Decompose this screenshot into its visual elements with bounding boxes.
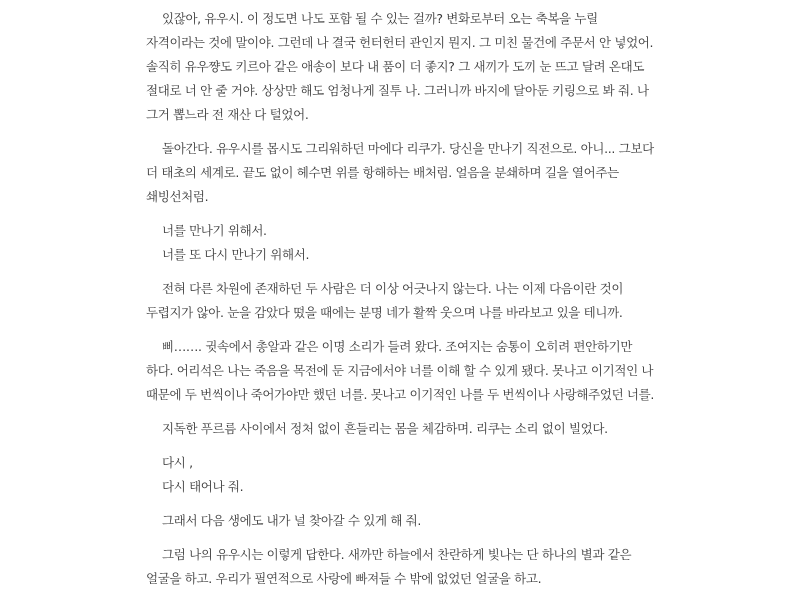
paragraph: 돌아간다. 유우시를 몹시도 그리워하던 마에다 리쿠가. 당신을 만나기 직전으로. 아니... 그보다 더 태초의 세계로. 끝도 없이 헤수면 위를 항해하는 배처럼. 얼음을 분쇄하며 길을 열어주는 쇄빙선처럼. bbox=[146, 141, 654, 204]
paragraph-line: 너를 만나기 위해서. bbox=[162, 223, 267, 238]
paragraph-group bbox=[146, 451, 660, 499]
paragraph-line: 다시 태어나 줘. bbox=[162, 479, 244, 494]
paragraph-line: 다시 , bbox=[162, 455, 193, 470]
paragraph-line: 너를 또 다시 만나기 위해서. bbox=[162, 247, 310, 262]
paragraph: 그럼 나의 유우시는 이렇게 답한다. 새까만 하늘에서 찬란하게 빛나는 단 하나의 별과 같은 얼굴을 하고. 우리가 필연적으로 사랑에 빠져들 수 밖에 없었던 얼굴을 하고. bbox=[146, 547, 632, 586]
paragraph: 삐……. 귓속에서 총알과 같은 이명 소리가 들려 왔다. 조여지는 숨통이 오히려 편안하기만 하다. 어리석은 나는 죽음을 목전에 둔 지금에서야 너를 이해 할 수 있게 됐다. 못나고 이기적인 나 때문에 두 번씩이나 죽어가야만 했던 너를. 못나고 이기적인 나를 두 번씩이나 사랑해주었던 너를. bbox=[146, 339, 655, 402]
article-body bbox=[146, 7, 660, 601]
paragraph: 전혀 다른 차원에 존재하던 두 사람은 더 이상 어긋나지 않는다. 나는 이제 다음이란 것이 두렵지가 않아. 눈을 감았다 떴을 때에는 분명 네가 활짝 웃으며 나를 바라보고 있을 테니까. bbox=[146, 281, 624, 320]
paragraph: 있잖아, 유우시. 이 정도면 나도 포함 될 수 있는 걸까? 변화로부터 오는 축복을 누릴 자격이라는 것에 말이야. 그런데 나 결국 헌터헌터 관인지 뭔지. 그 미친 물건에 주문서 안 넣었어. 솔직히 유우쨩도 키르아 같은 애송이 보다 내 품이 더 좋지? 그 새끼가 도끼 눈 뜨고 달려 온대도 절대로 너 안 줄 거야. 상상만 해도 엄청나게 질투 나. 그러니까 바지에 달아둔 키링으로 봐 줘. 나 그거 뽑느라 전 재산 다 털었어. bbox=[146, 11, 654, 122]
paragraph: 그래서 다음 생에도 내가 널 찾아갈 수 있게 해 줘. bbox=[162, 513, 422, 528]
paragraph: 지독한 푸르름 사이에서 정처 없이 흔들리는 몸을 체감하며. 리쿠는 소리 없이 빌었다. bbox=[162, 421, 608, 436]
paragraph-group bbox=[146, 219, 660, 267]
